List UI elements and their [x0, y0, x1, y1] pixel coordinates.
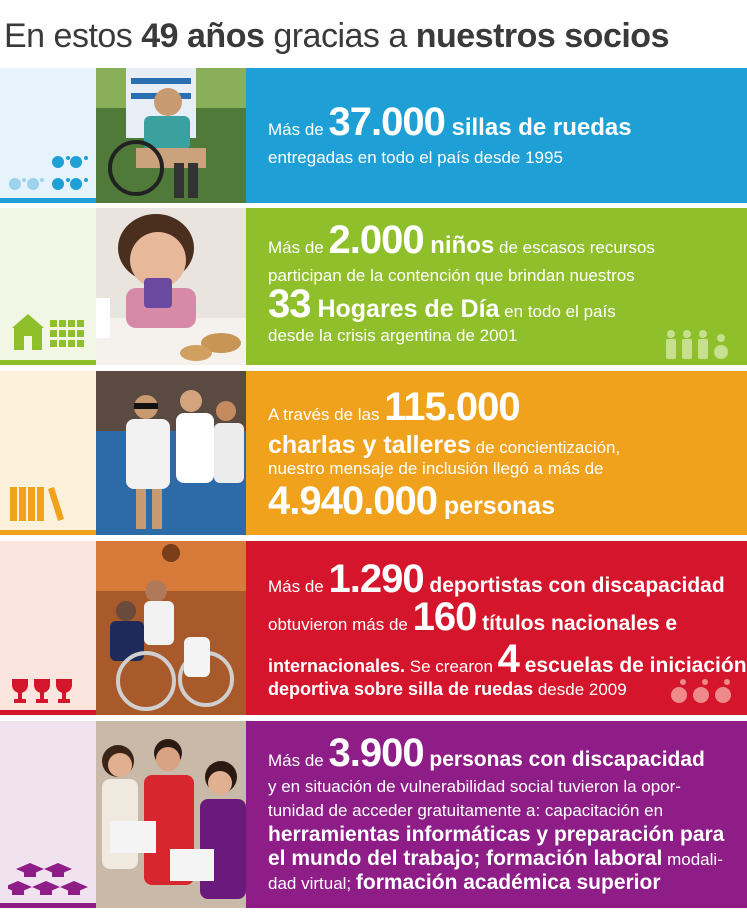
line-4: deportiva sobre silla de ruedas desde 2009 — [268, 679, 627, 699]
line-5: el mundo del trabajo; formación laboral modali- — [268, 847, 723, 870]
section-panel — [246, 208, 747, 365]
line-1: Más de 3.900 personas con discapacidad — [268, 731, 705, 775]
line-2: charlas y talleres de concientización, — [268, 431, 621, 459]
section-panel — [246, 721, 747, 908]
title-part-3: gracias a — [264, 17, 416, 55]
section-wheelchairs — [0, 68, 747, 203]
line-6: dad virtual; formación académica superior — [268, 871, 661, 894]
section-talks — [0, 371, 747, 535]
line-3: internacionales. Se crearon 4 escuelas de iniciación — [268, 637, 747, 681]
graduation-cap-icon — [8, 861, 88, 899]
line-2: y en situación de vulnerabilidad social tuvieron la opor- — [268, 777, 681, 796]
line-3: nuestro mensaje de inclusión llegó a más de — [268, 459, 604, 478]
people-trained-count: 3.900 — [328, 731, 424, 775]
people-reached-count: 4.940.000 — [268, 479, 437, 523]
wheelchair-icon — [6, 146, 90, 194]
section-sports — [0, 541, 747, 715]
section-underline — [0, 903, 96, 908]
photo-blindfold-activity — [96, 371, 246, 535]
section-underline — [0, 710, 96, 715]
photo-girl-cup — [96, 208, 246, 365]
section-underline — [0, 198, 96, 203]
photo-boy-wheelchair — [96, 68, 246, 203]
line-1: Más de 37.000 sillas de ruedas — [268, 100, 632, 144]
section-panel — [246, 68, 747, 203]
people-icon — [663, 328, 733, 360]
section-underline — [0, 530, 96, 535]
line-4: herramientas informáticas y preparación para — [268, 823, 725, 846]
day-homes-count: 33 — [268, 282, 311, 326]
titles-count: 160 — [412, 595, 477, 639]
house-icon — [10, 310, 88, 352]
schools-count: 4 — [497, 637, 519, 681]
line-1: Más de 1.290 deportistas con discapacidad — [268, 557, 725, 601]
page-title — [4, 14, 744, 58]
line-4: desde la crisis argentina de 2001 — [268, 326, 518, 345]
title-part-2: 49 años — [141, 17, 265, 55]
line-3: tunidad de acceder gratuitamente a: capacitación en — [268, 801, 664, 820]
section-icon-area — [0, 68, 96, 203]
wheelchair-athletes-icon — [669, 677, 733, 705]
line-1: A través de las 115.000 — [268, 385, 520, 429]
talks-count: 115.000 — [384, 385, 520, 429]
title-part-4: nuestros socios — [415, 17, 669, 55]
title-part-1: En estos — [4, 17, 142, 55]
line-4: 4.940.000 personas — [268, 479, 556, 523]
section-icon-area — [0, 208, 96, 365]
section-icon-area — [0, 721, 96, 908]
books-icon — [10, 483, 66, 523]
line-2: obtuvieron más de 160 títulos nacionales e — [268, 595, 678, 639]
photo-wheelchair-basketball — [96, 541, 246, 715]
line-2: participan de la contención que brindan nuestros — [268, 266, 635, 285]
section-underline — [0, 360, 96, 365]
line-2: entregadas en todo el país desde 1995 — [268, 148, 563, 167]
section-icon-area — [0, 371, 96, 535]
line-3: 33 Hogares de Día en todo el país — [268, 282, 616, 326]
section-panel — [246, 371, 747, 535]
section-panel — [246, 541, 747, 715]
photo-graduates-certificates — [96, 721, 246, 908]
section-children — [0, 208, 747, 365]
section-icon-area — [0, 541, 96, 715]
athletes-count: 1.290 — [328, 557, 424, 601]
section-training — [0, 721, 747, 908]
wheelchairs-count: 37.000 — [328, 100, 445, 144]
line-1: Más de 2.000 niños de escasos recursos — [268, 218, 655, 262]
trophy-icon — [10, 677, 76, 705]
children-count: 2.000 — [328, 218, 424, 262]
